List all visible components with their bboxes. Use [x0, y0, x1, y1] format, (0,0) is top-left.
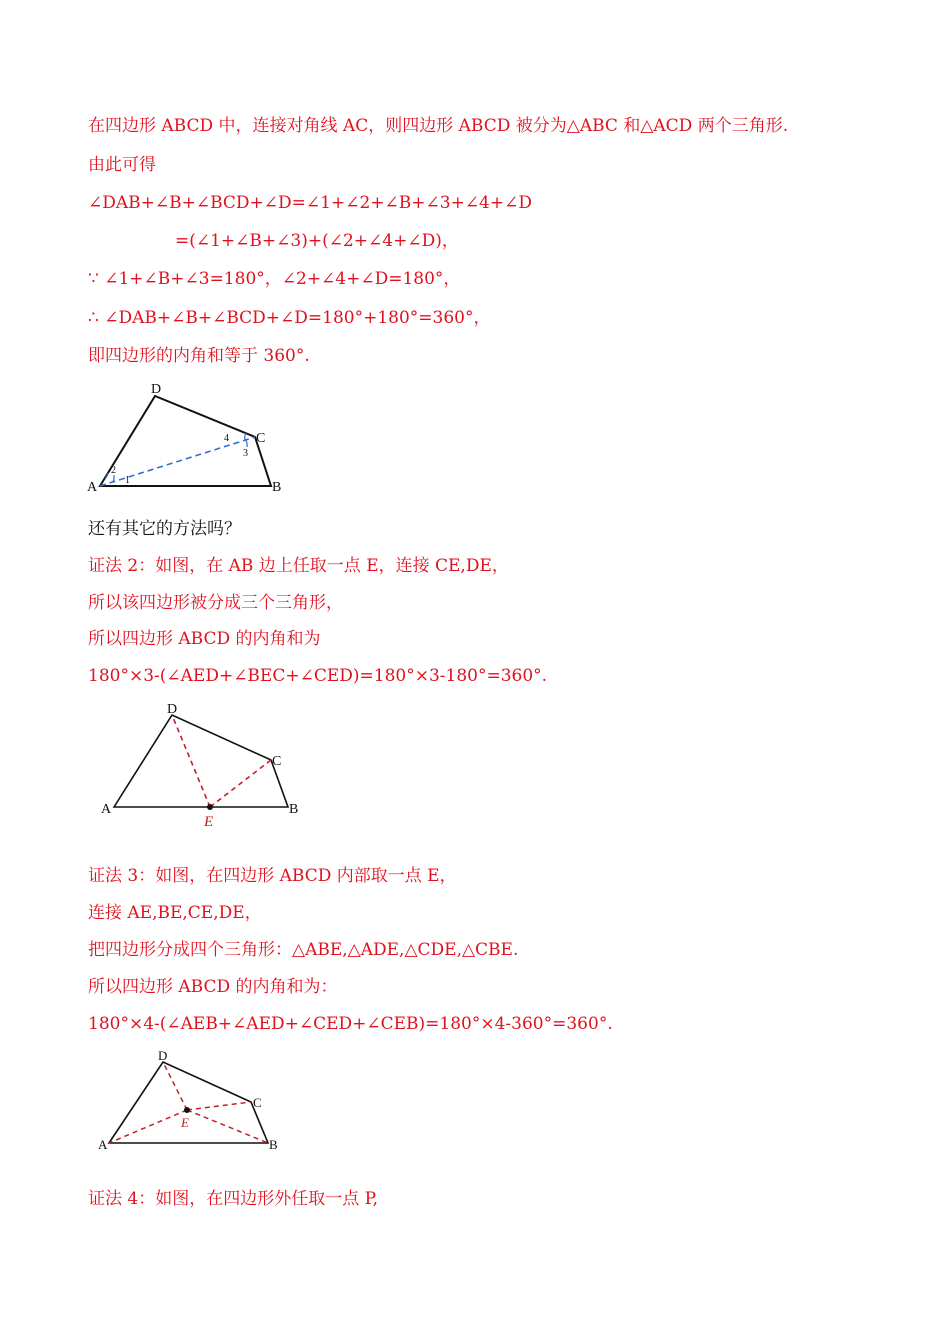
method1-line-7: 即四边形的内角和等于 360°.: [88, 346, 310, 366]
figure1-angle-label-2: 2: [111, 465, 116, 476]
figure-3-quadrilateral: [95, 1043, 295, 1158]
figure1-label-b: B: [272, 480, 282, 495]
figure3-label-b: B: [269, 1137, 278, 1152]
figure2-label-e: E: [204, 814, 214, 830]
figure3-point-e: [184, 1107, 190, 1113]
figure1-label-c: C: [256, 431, 266, 446]
figure3-label-a: A: [98, 1137, 108, 1152]
method3-line-4: 所以四边形 ABCD 的内角和为：: [88, 977, 338, 997]
method3-line-1: 证法 3：如图，在四边形 ABCD 内部取一点 E，: [88, 866, 457, 886]
figure1-label-d: D: [151, 382, 162, 397]
figure2-label-a: A: [101, 802, 112, 817]
figure3-label-d: D: [158, 1048, 168, 1063]
method1-line-5: ∵ ∠1+∠B+∠3=180°，∠2+∠4+∠D=180°，: [88, 269, 461, 289]
figure2-segment-de: [172, 715, 210, 807]
method1-line-3: ∠DAB+∠B+∠BCD+∠D=∠1+∠2+∠B+∠3+∠4+∠D: [88, 193, 532, 213]
figure3-segment-de: [163, 1062, 187, 1110]
figure1-angle-arc-4: [245, 433, 246, 440]
method2-line-4: 180°×3-(∠AED+∠BEC+∠CED)=180°×3-180°=360°.: [88, 666, 548, 686]
method2-line-1: 证法 2：如图，在 AB 边上任取一点 E，连接 CE,DE，: [88, 556, 509, 576]
figure2-label-c: C: [272, 754, 282, 769]
figure2-segment-ce: [210, 760, 271, 807]
figure1-angle-label-4: 4: [224, 433, 229, 444]
figure2-outline: [114, 715, 288, 807]
figure1-angle-label-1: 1: [125, 475, 130, 486]
figure1-diagonal-ac: [100, 437, 255, 486]
method1-line-1: 在四边形 ABCD 中，连接对角线 AC，则四边形 ABCD 被分为△ABC 和△ACD 两个三角形.: [88, 116, 789, 136]
method3-line-3: 把四边形分成四个三角形：△ABE,△ADE,△CDE,△CBE.: [88, 940, 519, 960]
figure2-label-b: B: [289, 802, 299, 817]
figure-2-quadrilateral: [95, 695, 325, 840]
figure3-label-e: E: [181, 1115, 189, 1130]
method4-line-1: 证法 4：如图，在四边形外任取一点 P,: [88, 1189, 379, 1209]
method2-line-2: 所以该四边形被分成三个三角形，: [88, 593, 343, 613]
method3-line-5: 180°×4-(∠AEB+∠AED+∠CED+∠CEB)=180°×4-360°=360°.: [88, 1014, 613, 1034]
figure3-segment-ce: [187, 1102, 251, 1110]
figure1-outline: [100, 396, 271, 486]
method1-line-2: 由此可得: [88, 155, 156, 175]
method2-line-3: 所以四边形 ABCD 的内角和为: [88, 629, 321, 649]
method1-line-6: ∴ ∠DAB+∠B+∠BCD+∠D=180°+180°=360°，: [88, 308, 491, 328]
figure3-label-c: C: [253, 1095, 262, 1110]
question-text: 还有其它的方法吗？: [88, 519, 241, 539]
figure2-point-e: [207, 804, 213, 810]
figure2-label-d: D: [167, 702, 178, 717]
figure1-angle-label-3: 3: [243, 448, 248, 459]
method3-line-2: 连接 AE,BE,CE,DE，: [88, 903, 262, 923]
figure1-angle-arc-1: [113, 475, 114, 482]
method1-line-4: =(∠1+∠B+∠3)+(∠2+∠4+∠D)，: [175, 231, 459, 251]
figure1-label-a: A: [87, 480, 98, 495]
figure-1-quadrilateral: [80, 375, 300, 500]
